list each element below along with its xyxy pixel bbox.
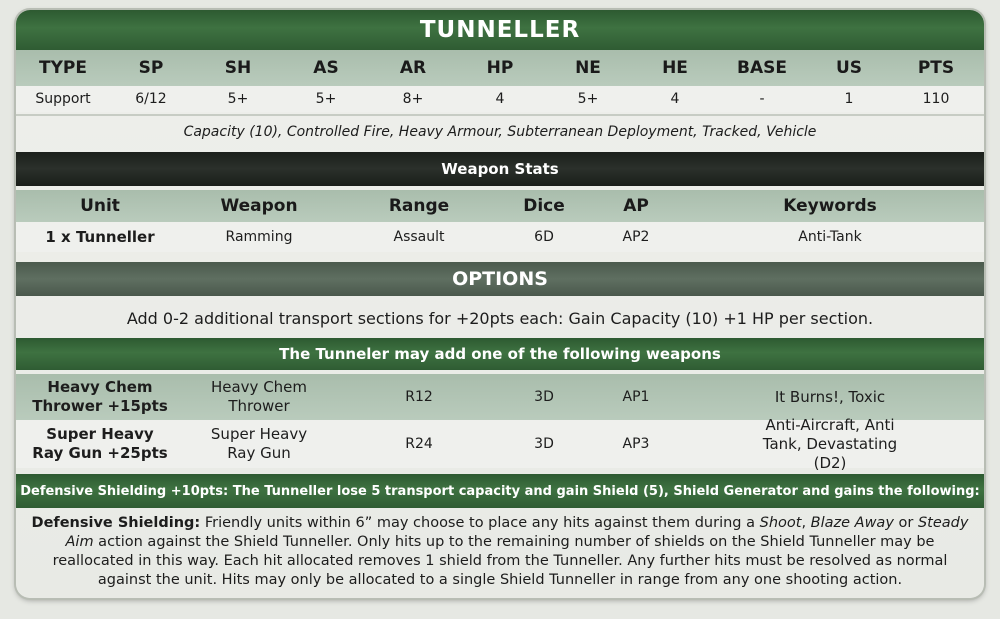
stat-header-he: HE bbox=[662, 58, 688, 78]
stat-value-pts: 110 bbox=[922, 91, 950, 107]
shielding-text: Friendly units within 6” may choose to place any hits against them during a bbox=[200, 515, 760, 531]
weapon-stats-title-bar bbox=[16, 152, 984, 186]
shielding-title: Defensive Shielding +10pts: The Tunneller lose 5 transport capacity and gain Shield (5), Shield Generator and gains the following: bbox=[20, 483, 980, 499]
stat-value-as: 5+ bbox=[315, 91, 337, 107]
weapon-option-weapon-line2: Ray Gun bbox=[227, 444, 291, 462]
stat-value-ne: 5+ bbox=[577, 91, 599, 107]
stat-header-us: US bbox=[835, 58, 863, 78]
weapon-header-weapon: Weapon bbox=[220, 196, 298, 216]
stats-header-row bbox=[16, 50, 984, 86]
stat-value-type: Support bbox=[35, 91, 91, 107]
weapon-option-weapon-line2: Thrower bbox=[228, 397, 290, 415]
weapon-option-range: R12 bbox=[405, 389, 433, 405]
weapon-dice: 6D bbox=[534, 229, 554, 245]
steady-aim-action: Steady Aim bbox=[65, 515, 969, 550]
weapon-option-keywords bbox=[753, 415, 907, 472]
weapon-option-weapon-line1: Super Heavy bbox=[210, 425, 308, 443]
weapon-header-ap: AP bbox=[623, 196, 649, 216]
shielding-text: , bbox=[801, 515, 811, 531]
stat-header-as: AS bbox=[313, 58, 339, 78]
weapon-ap: AP2 bbox=[622, 229, 650, 245]
stat-header-sp: SP bbox=[138, 58, 164, 78]
stat-value-sh: 5+ bbox=[227, 91, 249, 107]
weapon-header-range: Range bbox=[388, 196, 450, 216]
weapon-header-unit: Unit bbox=[80, 196, 120, 216]
shielding-text: or bbox=[893, 515, 918, 531]
stat-header-type: TYPE bbox=[39, 58, 87, 78]
stat-header-ne: NE bbox=[575, 58, 601, 78]
weapon-option-weapon-line1: Heavy Chem bbox=[210, 378, 308, 396]
stat-value-hp: 4 bbox=[495, 91, 505, 107]
weapon-option-weapon bbox=[211, 374, 307, 420]
weapon-option-row bbox=[16, 374, 984, 420]
weapon-option-unit bbox=[32, 420, 167, 468]
stat-header-ar: AR bbox=[399, 58, 427, 78]
weapon-option-ap: AP3 bbox=[622, 436, 650, 452]
options-title: OPTIONS bbox=[452, 268, 548, 290]
weapon-keywords: Anti-Tank bbox=[798, 229, 862, 245]
stat-value-sp: 6/12 bbox=[135, 91, 167, 107]
stats-value-row bbox=[16, 86, 984, 112]
unit-title: TUNNELLER bbox=[419, 17, 581, 43]
stat-header-hp: HP bbox=[486, 58, 514, 78]
divider bbox=[16, 114, 984, 116]
shoot-action: Shoot bbox=[759, 515, 802, 531]
weapon-option-unit-line1: Heavy Chem bbox=[47, 378, 153, 396]
shielding-text: action against the Shield Tunneller. Only hits up to the remaining number of shields on the Shield Tunneller may be reallocated in this way. Each hit allocated removes 1 shield from the Tunneller. Any further hits must be resolved as normal against the unit. Hits may only be allocated to a single Shield Tunneller in range from any one shooting action. bbox=[52, 534, 948, 588]
weapon-option-row bbox=[16, 415, 984, 472]
weapon-option-dice: 3D bbox=[534, 389, 554, 405]
weapon-option-unit-line1: Super Heavy bbox=[46, 425, 154, 443]
weapon-header-keywords: Keywords bbox=[783, 196, 877, 216]
stat-value-us: 1 bbox=[844, 91, 854, 107]
weapon-header-row bbox=[16, 190, 984, 222]
options-text: Add 0-2 additional transport sections for +20pts each: Gain Capacity (10) +1 HP per section. bbox=[126, 308, 874, 328]
weapon-option-keywords-line2: (D2) bbox=[813, 453, 847, 472]
weapon-header-dice: Dice bbox=[523, 196, 565, 216]
stat-header-pts: PTS bbox=[917, 58, 955, 78]
options-title-bar bbox=[16, 262, 984, 296]
shielding-label: Defensive Shielding: bbox=[31, 515, 201, 531]
weapon-option-keywords: It Burns!, Toxic bbox=[774, 388, 886, 406]
shielding-title-bar bbox=[16, 474, 984, 508]
stat-value-he: 4 bbox=[670, 91, 680, 107]
unit-title-bar bbox=[16, 10, 984, 50]
blaze-away-action: Blaze Away bbox=[810, 515, 894, 531]
unit-traits: Capacity (10), Controlled Fire, Heavy Armour, Subterranean Deployment, Tracked, Vehicle bbox=[183, 124, 817, 140]
weapon-options-title: The Tunneler may add one of the following weapons bbox=[279, 345, 721, 363]
weapon-option-unit-line2: Ray Gun +25pts bbox=[32, 444, 168, 462]
stat-value-base: - bbox=[759, 91, 765, 107]
weapon-option-dice: 3D bbox=[534, 436, 554, 452]
weapon-options-title-bar bbox=[16, 338, 984, 370]
stat-header-sh: SH bbox=[224, 58, 252, 78]
weapon-option-weapon bbox=[211, 420, 307, 468]
weapon-option-keywords-line1: Anti-Aircraft, Anti Tank, Devastating bbox=[762, 415, 898, 453]
weapon-row bbox=[16, 222, 984, 252]
weapon-option-range: R24 bbox=[405, 436, 433, 452]
weapon-option-ap: AP1 bbox=[622, 389, 650, 405]
unit-card bbox=[16, 10, 984, 598]
weapon-option-unit-line2: Thrower +15pts bbox=[32, 397, 168, 415]
weapon-name: Ramming bbox=[225, 229, 293, 245]
weapon-range: Assault bbox=[393, 229, 445, 245]
weapon-unit: 1 x Tunneller bbox=[45, 228, 155, 246]
shielding-description bbox=[26, 514, 974, 590]
stat-value-ar: 8+ bbox=[402, 91, 424, 107]
weapon-option-unit bbox=[32, 374, 168, 420]
weapon-stats-title: Weapon Stats bbox=[441, 160, 559, 178]
stat-header-base: BASE bbox=[737, 58, 787, 78]
